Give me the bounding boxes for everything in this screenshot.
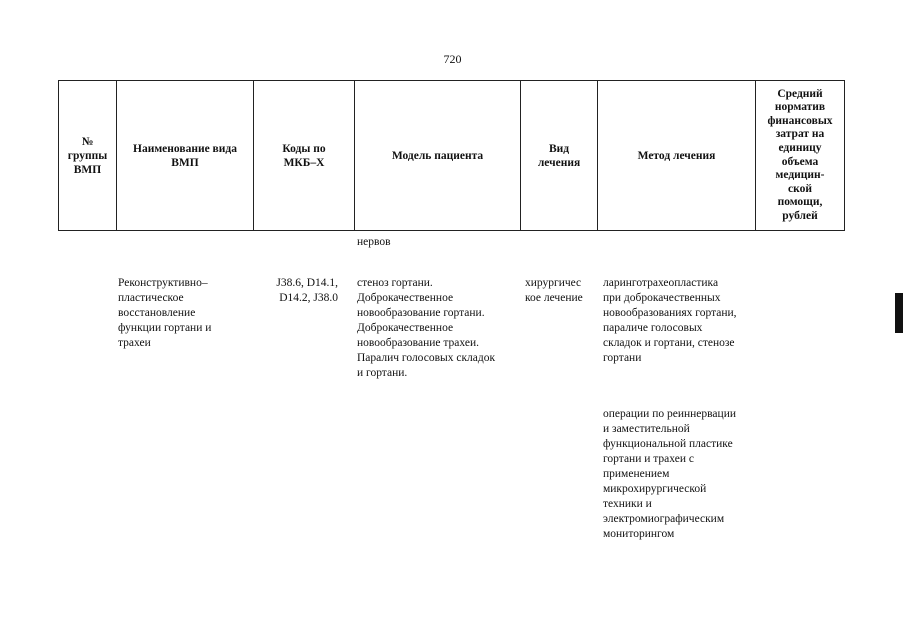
page-number: 720 [443,52,462,66]
table-header [58,80,845,231]
header-average-cost: Средний норматив финансовых затрат на единицу объема медицин- ской помощи, рублей [756,81,845,231]
row-vmp-name: Реконструктивно– пластическое восстановление функции гортани и трахеи [118,277,212,349]
row-icd-codes: J38.6, D14.1, D14.2, J38.0 [276,277,338,304]
row-treatment-type: хирургичес кое лечение [525,277,583,304]
header-group-number: № группы ВМП [59,81,117,231]
header-treatment-method: Метод лечения [598,81,756,231]
header-vmp-name: Наименование вида ВМП [117,81,254,231]
row-method-laryngotracheoplasty: ларинготрахеопластика при доброкачественных новообразованиях гортани, параличе голосовых складок и гортани, стенозе гортани [603,277,737,364]
row-method-reinnervation: операции по реиннервации и заместительной функциональной пластике гортани и трахеи с применением микрохирургической техники и электромиографическим мониторингом [603,408,736,540]
scan-edge-mark [895,293,903,333]
header-icd-codes: Коды по МКБ–Х [254,81,355,231]
header-patient-model: Модель пациента [355,81,521,231]
header-treatment-type: Вид лечения [521,81,598,231]
continuation-text: нервов [357,236,391,248]
row-patient-model: стеноз гортани. Доброкачественное новообразование гортани. Доброкачественное новообразование трахеи. Паралич голосовых складок и гортани. [357,277,496,379]
